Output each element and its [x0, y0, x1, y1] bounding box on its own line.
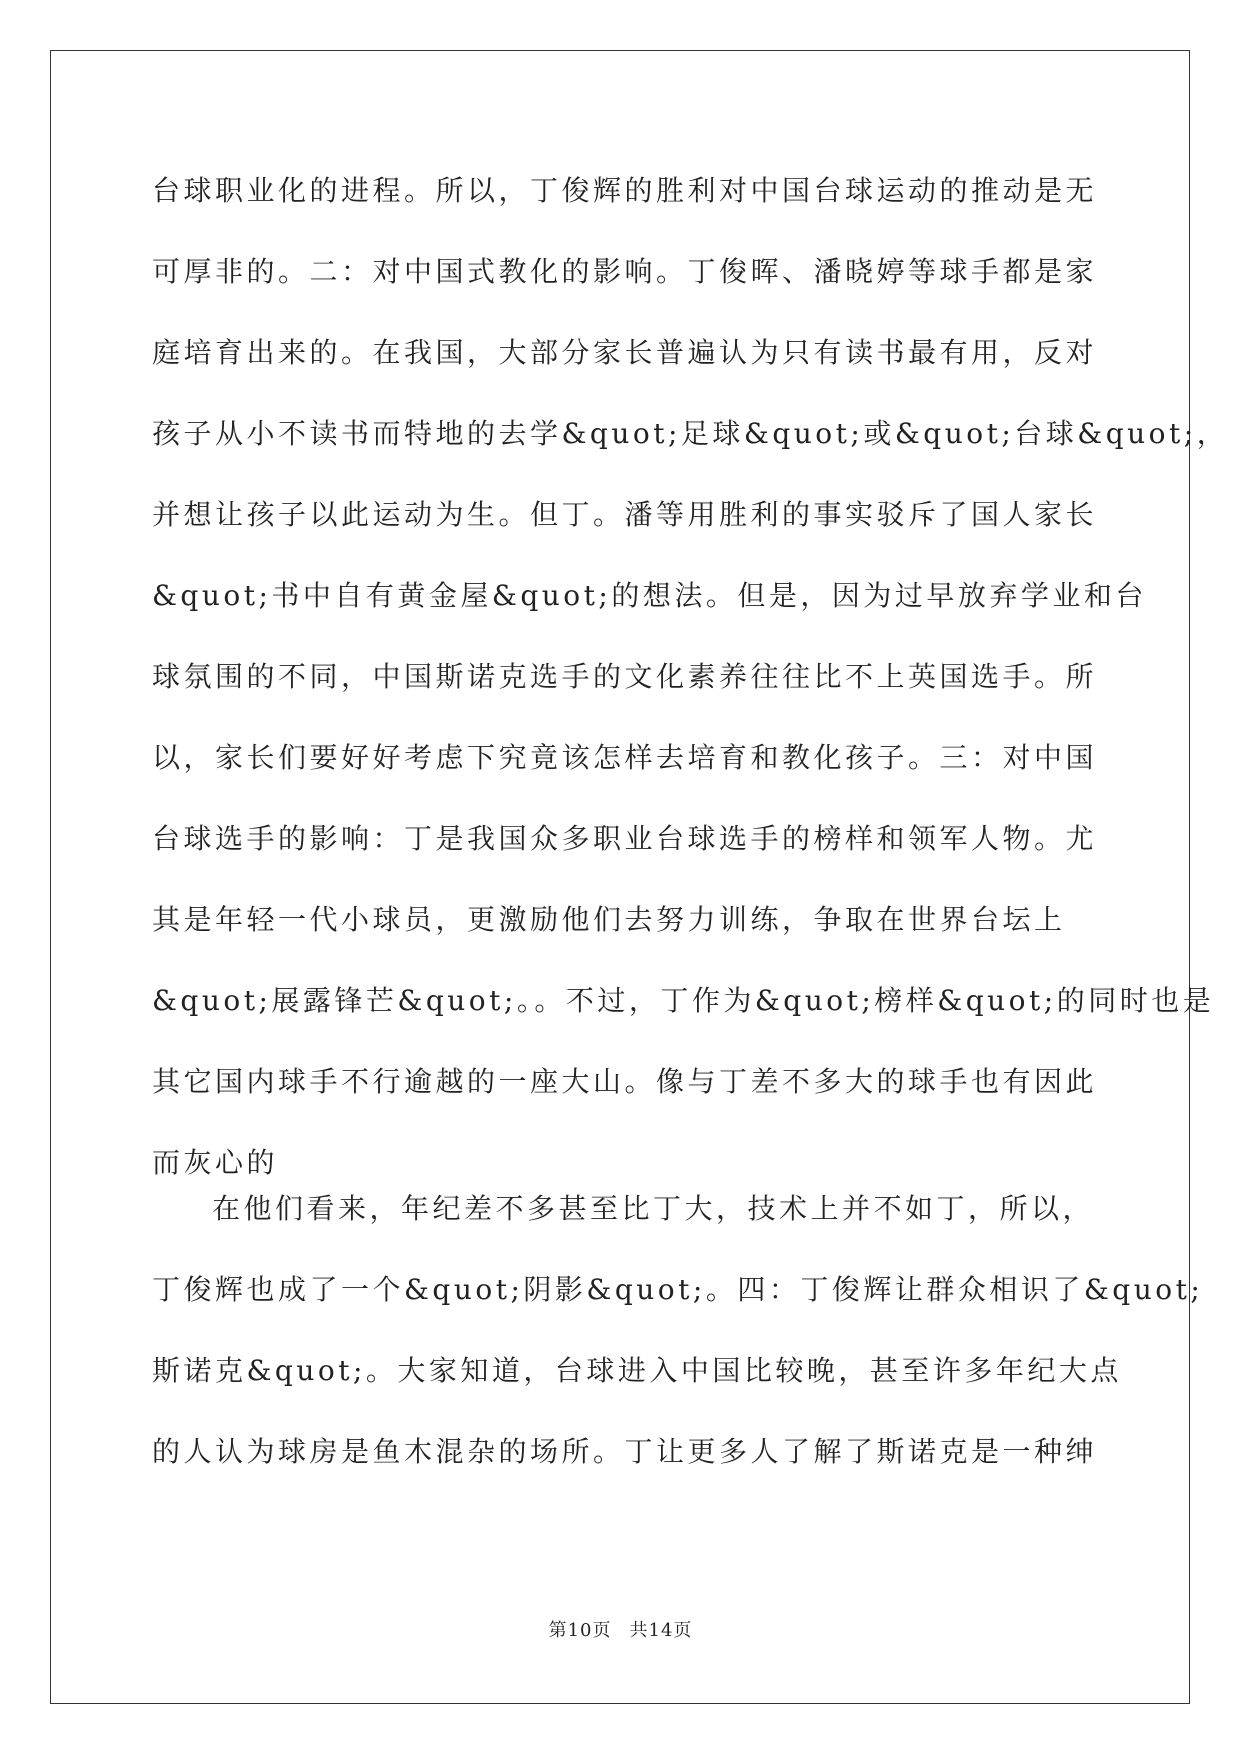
- text-line: 台球职业化的进程。所以，丁俊辉的胜利对中国台球运动的推动是无: [152, 174, 1098, 207]
- text-line: 庭培育出来的。在我国，大部分家长普遍认为只有读书最有用，反对: [152, 336, 1098, 369]
- text-line-indented: 在他们看来，年纪差不多甚至比丁大，技术上并不如丁，所以，: [212, 1192, 1095, 1225]
- text-line: 孩子从小不读书而特地的去学&quot;足球&quot;或&quot;台球&quot;，: [152, 417, 1229, 450]
- page-label-suffix: 页: [592, 1620, 612, 1641]
- text-line: 以，家长们要好好考虑下究竟该怎样去培育和教化孩子。三：对中国: [152, 741, 1098, 774]
- total-label-suffix: 页: [673, 1620, 693, 1641]
- text-line: 其是年轻一代小球员，更激励他们去努力训练，争取在世界台坛上: [152, 903, 1066, 936]
- paragraph-2: [152, 1168, 1204, 1492]
- text-line: 可厚非的。二：对中国式教化的影响。丁俊晖、潘晓婷等球手都是家: [152, 255, 1098, 288]
- text-line: 球氛围的不同，中国斯诺克选手的文化素养往往比不上英国选手。所: [152, 660, 1098, 693]
- text-line: 台球选手的影响：丁是我国众多职业台球选手的榜样和领军人物。尤: [152, 822, 1098, 855]
- page-label-prefix: 第: [548, 1620, 568, 1641]
- text-line: 丁俊辉也成了一个&quot;阴影&quot;。四：丁俊辉让群众相识了&quot;: [152, 1273, 1204, 1306]
- text-line: 的人认为球房是鱼木混杂的场所。丁让更多人了解了斯诺克是一种绅: [152, 1435, 1098, 1468]
- text-line: 其它国内球手不行逾越的一座大山。像与丁差不多大的球手也有因此: [152, 1065, 1098, 1098]
- text-line: &quot;书中自有黄金屋&quot;的想法。但是，因为过早放弃学业和台: [152, 579, 1147, 612]
- text-line: &quot;展露锋芒&quot;。。不过，丁作为&quot;榜样&quot;的同时也是: [152, 984, 1215, 1017]
- total-pages-number: 14: [648, 1620, 674, 1641]
- page-footer: [0, 1616, 1241, 1642]
- text-line: 而灰心的: [152, 1146, 279, 1179]
- text-line: 并想让孩子以此运动为生。但丁。潘等用胜利的事实驳斥了国人家长: [152, 498, 1098, 531]
- paragraph-1: [152, 150, 1229, 1203]
- total-label-prefix: 共: [629, 1620, 649, 1641]
- text-line: 斯诺克&quot;。大家知道，台球进入中国比较晚，甚至许多年纪大点: [152, 1354, 1122, 1387]
- current-page-number: 10: [567, 1620, 593, 1641]
